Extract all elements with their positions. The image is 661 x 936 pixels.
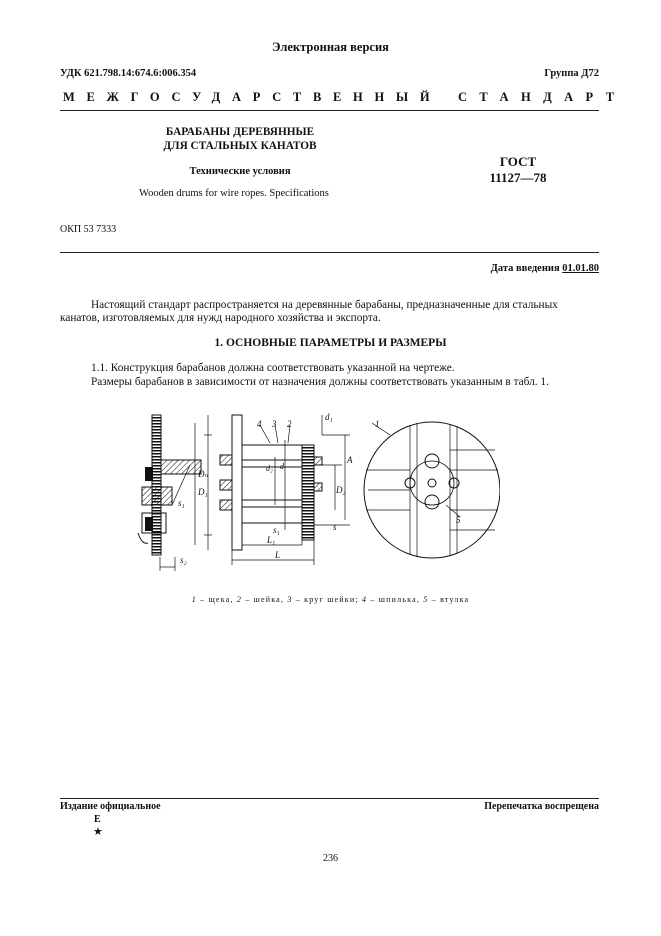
title-line-1: БАРАБАНЫ ДЕРЕВЯННЫЕ <box>165 126 315 138</box>
standard-heading: СТАНДАРТ <box>458 90 627 104</box>
interstate-heading: МЕЖГОСУДАРСТВЕННЫЙ <box>63 90 442 104</box>
callout-1: 1 <box>375 419 380 429</box>
dim-d1: d₁ <box>325 412 333 422</box>
footer-rule <box>60 798 599 799</box>
document-subtitle: Технические условия <box>189 166 291 177</box>
left-flange-section <box>138 415 201 571</box>
dim-d2-upper: D₂ <box>336 485 346 495</box>
legend-text-1: – щека, <box>196 595 237 604</box>
dim-l: L <box>275 550 281 560</box>
dim-dn: Dₙ <box>198 469 209 479</box>
legend-text-4: – шпилька, <box>367 595 424 604</box>
page-number: 236 <box>323 853 338 864</box>
clause-sizes: Размеры барабанов в зависимости от назначения должны соответствовать указанным в табл. 1. <box>91 376 549 388</box>
callout-4: 4 <box>257 419 262 429</box>
dim-d1-upper: D₁ <box>198 487 208 497</box>
callout-2: 2 <box>287 419 292 429</box>
dim-d2: d₂ <box>266 464 273 473</box>
dim-s1: s₁ <box>273 525 280 535</box>
callout-5: 5 <box>456 515 461 525</box>
gost-label: ГОСТ <box>499 154 537 169</box>
drum-end-view <box>364 422 500 558</box>
title-rule <box>60 252 599 253</box>
dim-s: s <box>333 522 337 532</box>
legend-num-5: 5 <box>423 595 429 604</box>
clause-1-1: 1.1. Конструкция барабанов должна соответствовать указанной на чертеже. <box>91 362 455 374</box>
document-title <box>140 125 340 153</box>
dim-a: A <box>347 455 353 465</box>
legend-num-1: 1 <box>191 595 197 604</box>
intro-paragraph-line-1: Настоящий стандарт распространяется на деревянные барабаны, предназначенные для стальных <box>91 299 558 311</box>
dim-d: d <box>280 462 284 471</box>
legend-num-3: 3 <box>287 595 293 604</box>
intro-paragraph-line-2: канатов, изготовляемых для нужд народного хозяйства и экспорта. <box>60 312 381 324</box>
okp-code: ОКП 53 7333 <box>60 224 117 235</box>
gost-number: 11127—78 <box>489 170 547 185</box>
callout-3: 3 <box>272 419 277 429</box>
section-heading: 1. ОСНОВНЫЕ ПАРАМЕТРЫ И РАЗМЕРЫ <box>214 337 447 349</box>
introduction-date-value: 01.01.80 <box>562 263 599 274</box>
legend-num-2: 2 <box>236 595 243 604</box>
dim-l1: L₁ <box>267 535 276 545</box>
legend-text-3: – круг шейки; <box>292 595 362 604</box>
official-edition: Издание официальное <box>60 801 161 812</box>
electronic-version-banner: Электронная версия <box>272 40 389 54</box>
reprint-prohibited: Перепечатка воспрещена <box>484 801 599 812</box>
gost-designation <box>470 154 566 186</box>
udc-code: УДК 621.798.14:674.6:006.354 <box>60 68 197 79</box>
drum-drawing <box>120 405 500 580</box>
dim-s1-left: s₁ <box>178 498 185 508</box>
header-rule <box>60 110 599 111</box>
group-code: Группа Д72 <box>544 68 599 79</box>
legend-text-5: – втулка <box>428 595 470 604</box>
legend-text-2: – шейка, <box>242 595 288 604</box>
edition-mark-e: Е <box>94 814 101 825</box>
dim-s2: s₂ <box>180 555 187 565</box>
introduction-date-label: Дата введения <box>490 263 560 274</box>
introduction-date <box>491 263 599 274</box>
star-icon: ★ <box>93 826 103 838</box>
title-line-2: ДЛЯ СТАЛЬНЫХ КАНАТОВ <box>163 140 317 152</box>
english-title: Wooden drums for wire ropes. Specifications <box>139 188 329 199</box>
legend-num-4: 4 <box>361 595 368 604</box>
drawing-legend <box>60 595 601 604</box>
